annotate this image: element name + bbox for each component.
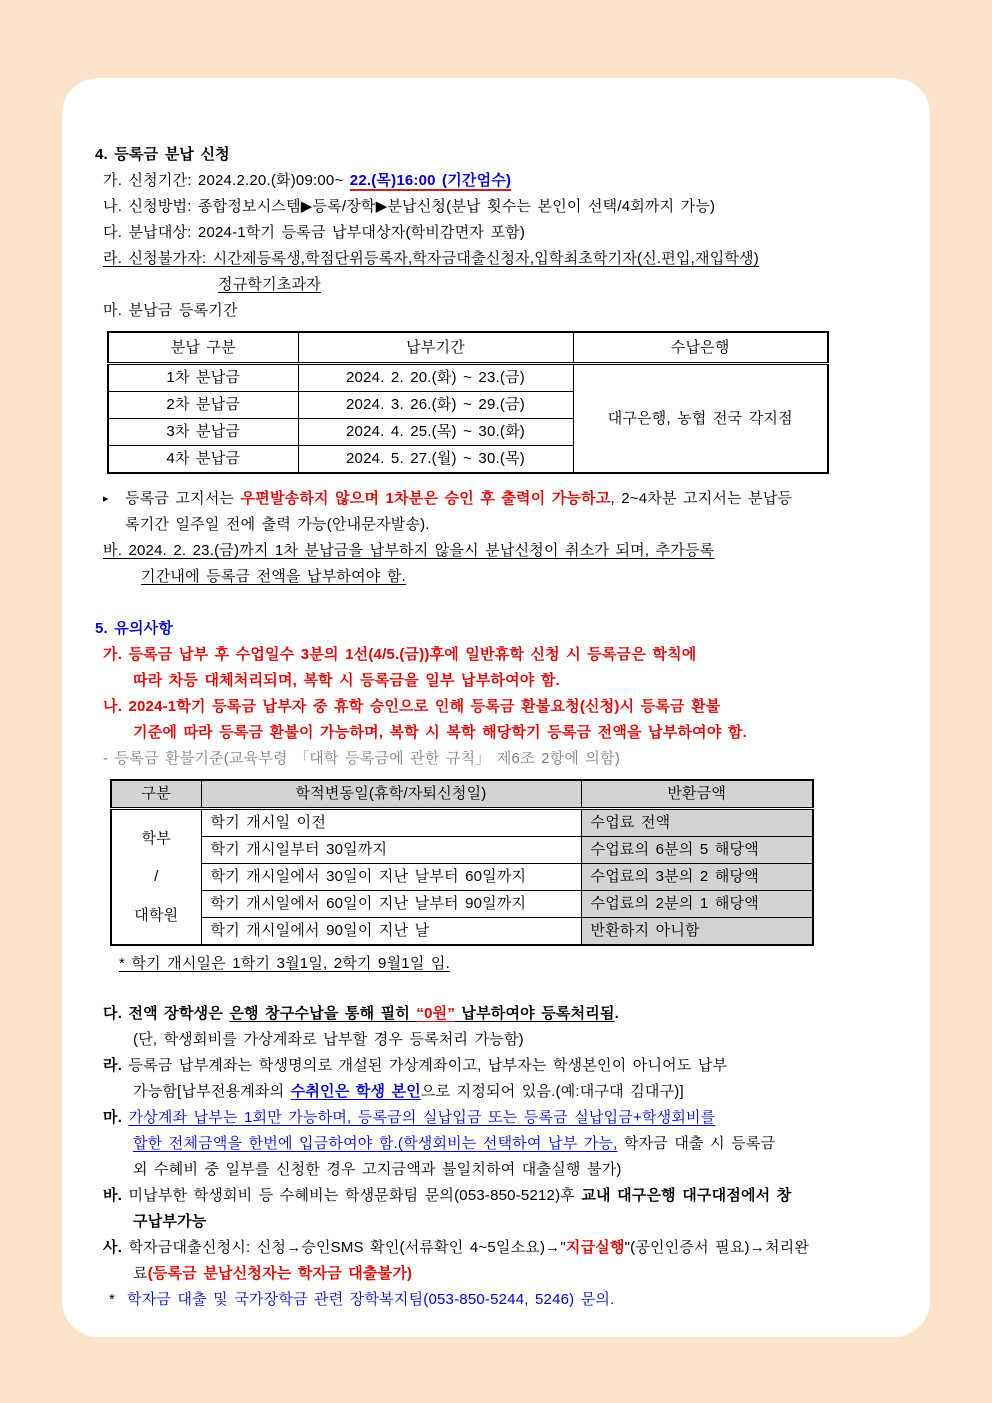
asterisk-mark: * (109, 1291, 116, 1308)
t1-r0-name: 1차 분납금 (108, 364, 298, 392)
notice-post: , 2~4차분 고지서는 분납등 (610, 490, 793, 507)
t2-header-refund-amount: 반환금액 (581, 780, 813, 809)
i-sa-post: "(공인인증서 필요)→처리완 (624, 1239, 810, 1256)
t2-r2-when: 학기 개시일에서 30일이 지난 날부터 60일까지 (201, 864, 581, 891)
s4-na-text: 신청방법: 종합정보시스템▶등록/장학▶분납신청(분납 횟수는 본인이 선택/4회까지 가능) (128, 198, 716, 215)
t2-group-line3: 대학원 (134, 906, 179, 924)
i-ra-label: 라. (103, 1057, 123, 1074)
t2-r1-when: 학기 개시일부터 30일까지 (201, 837, 581, 864)
table-row (111, 837, 813, 864)
t2-r4-refund: 반환하지 아니함 (581, 918, 813, 946)
refund-standard-reference: - 등록금 환불기준(교육부령 「대학 등록금에 관한 규칙」 제6조 2항에 의함) (103, 750, 621, 767)
s4-ba-line2: 기간내에 등록금 전액을 납부하여야 함. (141, 568, 406, 585)
table-header-row (108, 332, 828, 364)
i-ma-black2: 학자금 대출 시 등록금 (617, 1135, 776, 1152)
s4-ga-text: 신청기간: 2024.2.20.(화)09:00~ (128, 172, 350, 189)
t1-r2-name: 3차 분납금 (108, 419, 298, 446)
table-row (111, 864, 813, 891)
item-virtual-account-once (103, 1105, 912, 1183)
s4-na-label: 나. (103, 198, 123, 215)
s5-na-line1: 2024-1학기 등록금 납부자 중 휴학 승인으로 인해 등록금 환불요청(신청)시 등록금 환불 (128, 698, 721, 715)
s5-na-label: 나. (103, 698, 123, 715)
bill-notice (103, 486, 912, 538)
t2-r3-when: 학기 개시일에서 60일이 지난 날부터 90일까지 (201, 891, 581, 918)
document-card (62, 78, 930, 1337)
s4-ra-line2: 정규학기초과자 (218, 276, 321, 293)
t1-r3-period: 2024. 5. 27.(월) ~ 30.(목) (298, 446, 573, 474)
section5-title: 5. 유의사항 (95, 620, 174, 637)
table-row (111, 891, 813, 918)
i-sa-line2-pre: 료 (133, 1265, 148, 1282)
t2-r0-when: 학기 개시일 이전 (201, 809, 581, 837)
i-ra-recipient: 수취인은 학생 본인 (290, 1083, 421, 1100)
t2-r4-when: 학기 개시일에서 90일이 지난 날 (201, 918, 581, 946)
s4-ba-label: 바. (103, 542, 123, 559)
t1-header-period: 납부기간 (298, 332, 573, 364)
table-row (108, 364, 828, 392)
i-ra-line2-pre: 가능함[납부전용계좌의 (133, 1083, 291, 1100)
item-virtual-account-owner (103, 1053, 912, 1105)
s4-da-text: 분납대상: 2024-1학기 등록금 납부대상자(학비감면자 포함) (128, 224, 526, 241)
s4-ra-line1: 신청불가자: 시간제등록생,학점단위등록자,학자금대출신청자,입학최초학기자(신.편입,재입학생) (128, 250, 760, 267)
t1-r0-period: 2024. 2. 20.(화) ~ 23.(금) (298, 364, 573, 392)
s5-ga-line2: 따라 차등 대체처리되며, 복학 시 등록금을 일부 납부하여야 함. (133, 672, 560, 689)
i-ra-line1: 등록금 납부계좌는 학생명의로 개설된 가상계좌이고, 납부자는 학생본인이 아니어도 납부 (128, 1057, 728, 1074)
triangle-bullet-icon: ▸ (103, 493, 109, 505)
i-sa-line2-red: (등록금 분납신청자는 학자금 대출불가) (147, 1265, 413, 1282)
i-sa-label: 사. (103, 1239, 123, 1256)
i-ma-blue1: 가상계좌 납부는 1회만 가능하며, 등록금의 실납입금 또는 등록금 실납입금+학생회비를 (128, 1109, 716, 1126)
i-ba-bold2: 구납부가능 (133, 1213, 207, 1230)
installment-schedule-table (107, 331, 829, 474)
t1-header-bank: 수납은행 (573, 332, 828, 364)
loan-contact-text: 학자금 대출 및 국가장학금 관련 장학복지팀(053-850-5244, 5246) 문의. (127, 1291, 615, 1308)
i-da-tail: . (614, 1005, 620, 1022)
s4-ga-deadline: 22.(목)16:00 (기간엄수) (349, 172, 512, 189)
i-ma-line3: 외 수혜비 중 일부를 신청한 경우 고지금액과 불일치하여 대출실행 불가) (133, 1161, 622, 1178)
s4-da-label: 다. (103, 224, 123, 241)
t2-r0-refund: 수업료 전액 (581, 809, 813, 837)
i-ma-label: 마. (103, 1109, 123, 1126)
s4-ma-label: 마. (103, 302, 123, 319)
s4-ma-text: 분납금 등록기간 (128, 302, 238, 319)
t1-r1-name: 2차 분납금 (108, 392, 298, 419)
s4-item-cancellation (103, 538, 912, 590)
i-da-underline2: 납부하여야 등록처리됨 (455, 1005, 615, 1022)
i-sa-payout: 지급실행 (565, 1239, 625, 1256)
t2-group-cell (111, 809, 201, 946)
notice-emphasis: 우편발송하지 않으며 1차분은 승인 후 출력이 가능하고 (240, 490, 611, 507)
s4-item-application-period (103, 168, 912, 194)
t2-r2-refund: 수업료의 3분의 2 해당액 (581, 864, 813, 891)
i-ba-pre: 미납부한 학생회비 등 수혜비는 학생문화팀 문의(053-850-5212)후 (128, 1187, 582, 1204)
i-da-label: 다. (103, 1005, 123, 1022)
loan-contact-note (109, 1287, 912, 1313)
t2-header-change-date: 학적변동일(휴학/자퇴신청일) (201, 780, 581, 809)
t1-bank-cell: 대구은행, 농협 전국 각지점 (573, 364, 828, 474)
t1-r2-period: 2024. 4. 25.(목) ~ 30.(화) (298, 419, 573, 446)
notice-line2: 록기간 일주일 전에 출력 가능(안내문자발송). (125, 516, 430, 533)
s4-ba-line1: 2024. 2. 23.(금)까지 1차 분납금을 납부하지 않을시 분납신청이 취소가 되며, 추가등록 (128, 542, 715, 559)
i-da-zero-won: “0원” (416, 1005, 456, 1022)
t2-r3-refund: 수업료의 2분의 1 해당액 (581, 891, 813, 918)
i-ma-blue2: 합한 전체금액을 한번에 입금하여야 함.(학생회비는 선택하여 납부 가능, (133, 1135, 618, 1152)
i-da-bold: 전액 장학생은 (128, 1005, 230, 1022)
i-da-line2: (단, 학생회비를 가상계좌로 납부할 경우 등록처리 가능함) (133, 1031, 524, 1048)
t2-header-category: 구분 (111, 780, 201, 809)
s4-ra-label: 라. (103, 250, 123, 267)
item-student-loan (103, 1235, 912, 1287)
t1-header-division: 분납 구분 (108, 332, 298, 364)
s5-na-line2: 기준에 따라 등록금 환불이 가능하며, 복학 시 복학 해당학기 등록금 전액을 납부하여야 함. (133, 724, 747, 741)
t2-group-line1: 학부 (141, 829, 171, 847)
s4-item-application-method (103, 194, 912, 220)
item-unpaid-fees (103, 1183, 912, 1235)
i-ra-line2-post: 으로 지정되어 있음.(예:대구대 김대구)] (420, 1083, 684, 1100)
i-sa-pre: 학자금대출신청시: 신청→승인SMS 확인(서류확인 4~5일소요)→" (128, 1239, 566, 1256)
s4-item-registration-period (103, 298, 912, 324)
table-row (111, 809, 813, 837)
s5-ga-line1: 등록금 납부 후 수업일수 3분의 1선(4/5.(금))후에 일반휴학 신청 시 등록금은 학칙에 (128, 646, 697, 663)
s5-item-leave-rule (103, 642, 912, 694)
table-header-row (111, 780, 813, 809)
t1-r3-name: 4차 분납금 (108, 446, 298, 474)
s4-ga-label: 가. (103, 172, 123, 189)
s4-item-target (103, 220, 912, 246)
i-ba-label: 바. (103, 1187, 123, 1204)
t2-r1-refund: 수업료의 6분의 5 해당액 (581, 837, 813, 864)
i-ba-bold1: 교내 대구은행 대구대점에서 창 (581, 1187, 792, 1204)
item-full-scholarship (103, 1001, 912, 1053)
s5-item-refund-rule (103, 694, 912, 746)
i-da-underline1: 은행 창구수납을 통해 필히 (229, 1005, 417, 1022)
semester-start-footnote: * 학기 개시일은 1학기 3월1일, 2학기 9월1일 임. (119, 955, 450, 972)
section4-title: 4. 등록금 분납 신청 (95, 146, 230, 163)
s5-ga-label: 가. (103, 646, 123, 663)
t1-r1-period: 2024. 3. 26.(화) ~ 29.(금) (298, 392, 573, 419)
refund-standard-table (110, 779, 814, 946)
notice-pre: 등록금 고지서는 (125, 490, 241, 507)
t2-group-line2: / (154, 868, 159, 885)
s4-item-not-eligible (103, 246, 912, 298)
table-row (111, 918, 813, 946)
